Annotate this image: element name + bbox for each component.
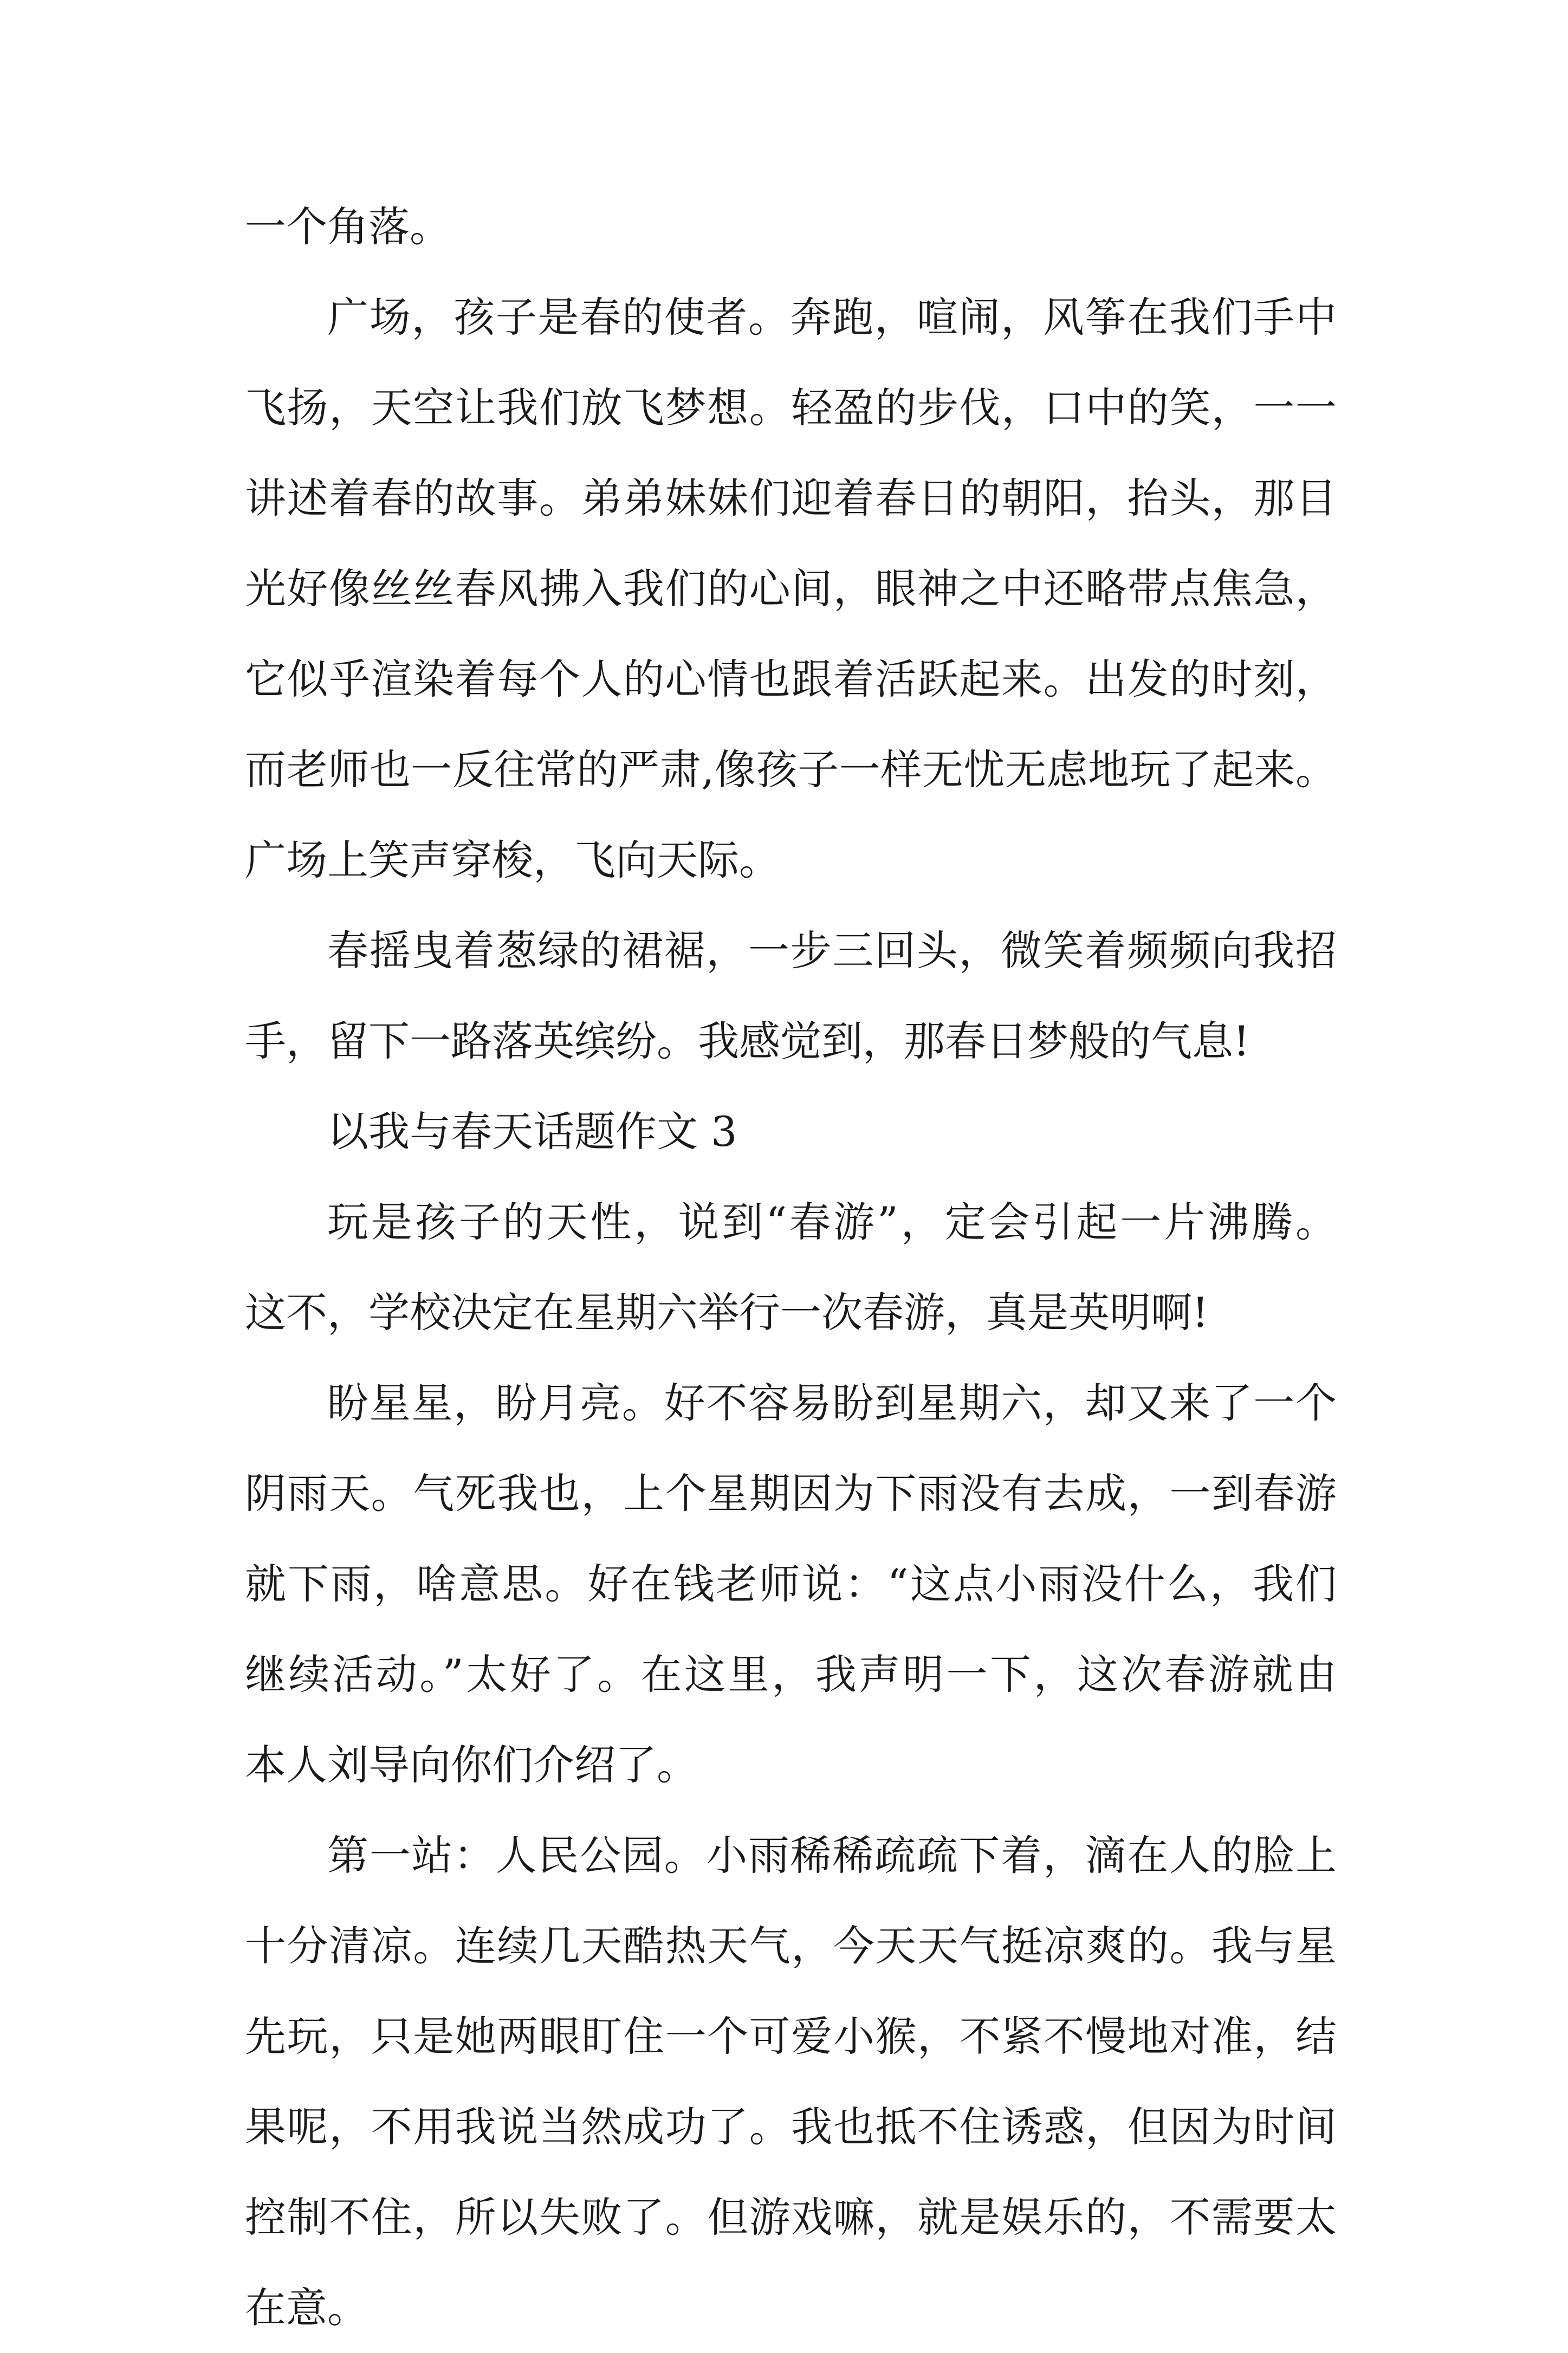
text-line: 果呢，不用我说当然成功了。我也抵不住诱惑，但因为时间	[245, 2103, 1337, 2151]
text-line: 本人刘导向你们介绍了。	[245, 1741, 698, 1789]
text-line: 继续活动。”太好了。在这里，我声明一下，这次春游就由	[245, 1650, 1337, 1699]
text-line: 广场，孩子是春的使者。奔跑，喧闹，风筝在我们手中	[327, 293, 1337, 341]
section-heading: 以我与春天话题作文 3	[327, 1107, 737, 1156]
text-line: 飞扬，天空让我们放飞梦想。轻盈的步伐，口中的笑，一一	[245, 384, 1337, 432]
document-body	[245, 182, 1337, 2353]
text-line: 阴雨天。气死我也，上个星期因为下雨没有去成，一到春游	[245, 1469, 1337, 1518]
text-line: 玩是孩子的天性，说到“春游”，定会引起一片沸腾。	[327, 1198, 1337, 1246]
text-line: 手，留下一路落英缤纷。我感觉到，那春日梦般的气息!	[245, 1017, 1250, 1065]
text-line: 先玩，只是她两眼盯住一个可爱小猴，不紧不慢地对准，结	[245, 2012, 1337, 2060]
text-line: 一个角落。	[245, 203, 451, 251]
text-line: 而老师也一反往常的严肃,像孩子一样无忧无虑地玩了起来。	[245, 746, 1337, 794]
text-line: 第一站：人民公园。小雨稀稀疏疏下着，滴在人的脸上	[327, 1831, 1337, 1879]
text-line: 十分清凉。连续几天酷热天气，今天天气挺凉爽的。我与星	[245, 1922, 1337, 1970]
text-line: 就下雨，啥意思。好在钱老师说：“这点小雨没什么，我们	[245, 1560, 1337, 1608]
text-line: 讲述着春的故事。弟弟妹妹们迎着春日的朝阳，抬头，那目	[245, 474, 1337, 522]
text-line: 这不，学校决定在星期六举行一次春游，真是英明啊!	[245, 1288, 1209, 1337]
text-line: 广场上笑声穿梭，飞向天际。	[245, 836, 780, 884]
text-line: 盼星星，盼月亮。好不容易盼到星期六，却又来了一个	[327, 1379, 1337, 1427]
text-line: 控制不住，所以失败了。但游戏嘛，就是娱乐的，不需要太	[245, 2193, 1337, 2241]
text-line: 春摇曳着葱绿的裙裾，一步三回头，微笑着频频向我招	[327, 926, 1337, 975]
text-line: 光好像丝丝春风拂入我们的心间，眼神之中还略带点焦急，	[245, 565, 1337, 613]
text-line: 在意。	[245, 2284, 368, 2332]
text-line: 它似乎渲染着每个人的心情也跟着活跃起来。出发的时刻，	[245, 655, 1337, 703]
